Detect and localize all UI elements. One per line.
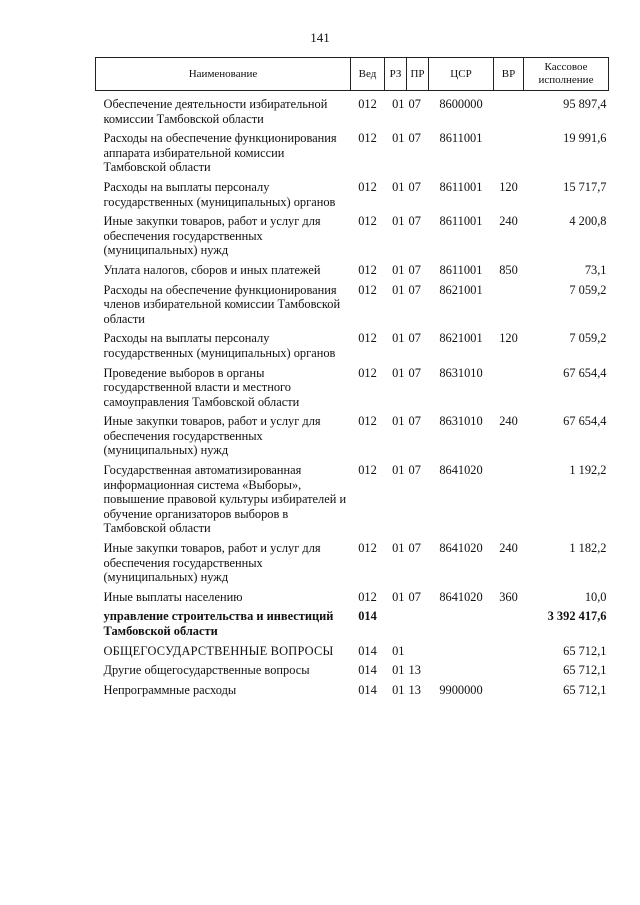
cell-csr — [429, 644, 494, 664]
cell-amount: 65 712,1 — [563, 682, 607, 697]
cell-rz: 01 — [392, 414, 405, 429]
cell-amount: 65 712,1 — [563, 643, 607, 658]
cell-vr: 120 — [499, 331, 518, 346]
cell-amount: 10,0 — [584, 589, 607, 604]
cell-rz: 01 — [392, 97, 405, 111]
cell-rz: 01 — [392, 179, 405, 194]
cell-amount: 1 182,2 — [569, 541, 607, 556]
cell-pr: 13 — [408, 663, 421, 678]
cell-vr: 240 — [499, 214, 518, 229]
cell-vr: 360 — [499, 589, 518, 604]
cell-name: Другие общегосударственные вопросы — [103, 663, 310, 678]
cell-rz: 01 — [392, 541, 405, 556]
cell-csr: 9900000 — [439, 682, 483, 697]
cell-rz: 01 — [392, 682, 405, 697]
cell-csr: 8641020 — [439, 541, 483, 556]
table-body — [96, 91, 609, 703]
cell-ved: 014 — [358, 609, 377, 624]
cell-ved: 012 — [358, 331, 377, 346]
table-row — [96, 541, 609, 590]
cell-ved: 012 — [358, 131, 377, 146]
header-rz: РЗ — [385, 58, 407, 91]
cell-amount: 67 654,4 — [563, 414, 607, 429]
cell-vr: 240 — [499, 541, 518, 556]
cell-name: Государственная автоматизированная информационная система «Выборы», повышение правовой культуры избирателей и обучение организаторов выборов в Тамбовской области — [103, 463, 347, 536]
cell-pr: 07 — [408, 331, 421, 346]
cell-csr: 8641020 — [439, 463, 483, 478]
cell-name: Иные закупки товаров, работ и услуг для обеспечения государственных (муниципальных) нужд — [103, 414, 321, 458]
cell-vr — [494, 91, 524, 132]
cell-csr: 8621001 — [439, 331, 483, 346]
cell-pr — [407, 609, 429, 643]
cell-name: Иные закупки товаров, работ и услуг для обеспечения государственных (муниципальных) нужд — [103, 541, 321, 585]
cell-ved: 012 — [358, 365, 377, 380]
cell-name: Проведение выборов в органы государственной власти и местного самоуправления Тамбовской области — [103, 365, 300, 409]
cell-rz: 01 — [392, 262, 405, 277]
table-row — [96, 331, 609, 365]
cell-amount: 4 200,8 — [569, 214, 607, 229]
cell-amount: 7 059,2 — [569, 331, 607, 346]
header-ved: Вед — [351, 58, 385, 91]
cell-vr — [494, 366, 524, 415]
table-row — [96, 663, 609, 683]
cell-csr: 8611001 — [439, 214, 483, 229]
table-row — [96, 131, 609, 180]
table-row — [96, 91, 609, 132]
table-row — [96, 590, 609, 610]
cell-amount: 19 991,6 — [563, 131, 607, 146]
cell-name: управление строительства и инвестиций Тамбовской области — [103, 609, 334, 638]
cell-amount: 65 712,1 — [563, 663, 607, 678]
cell-vr — [494, 663, 524, 683]
cell-name: Непрограммные расходы — [103, 682, 237, 697]
cell-name: ОБЩЕГОСУДАРСТВЕННЫЕ ВОПРОСЫ — [103, 643, 334, 658]
cell-ved: 012 — [358, 463, 377, 478]
cell-pr: 07 — [408, 541, 421, 556]
cell-csr: 8631010 — [439, 365, 483, 380]
cell-pr: 07 — [408, 179, 421, 194]
cell-rz: 01 — [392, 331, 405, 346]
cell-amount: 15 717,7 — [563, 179, 607, 194]
cell-rz — [385, 609, 407, 643]
table-row — [96, 644, 609, 664]
cell-ved: 012 — [358, 541, 377, 556]
cell-name: Расходы на обеспечение функционирования членов избирательной комиссии Тамбовской области — [103, 282, 341, 326]
table-row — [96, 609, 609, 643]
table-row — [96, 683, 609, 703]
cell-ved: 012 — [358, 214, 377, 229]
header-csr: ЦСР — [429, 58, 494, 91]
header-amount: Кассовое исполнение — [524, 58, 609, 91]
cell-amount: 73,1 — [584, 262, 607, 277]
table-row — [96, 463, 609, 541]
table-header-row — [96, 58, 609, 91]
cell-rz: 01 — [392, 131, 405, 146]
budget-table — [95, 57, 609, 702]
cell-rz: 01 — [392, 643, 405, 658]
cell-rz: 01 — [392, 463, 405, 478]
cell-csr — [429, 609, 494, 643]
cell-ved: 014 — [358, 663, 377, 678]
cell-csr: 8600000 — [439, 97, 483, 111]
cell-vr: 240 — [499, 414, 518, 429]
cell-name: Расходы на выплаты персоналу государственных (муниципальных) органов — [103, 331, 336, 360]
cell-ved: 014 — [358, 682, 377, 697]
header-name: Наименование — [96, 58, 351, 91]
header-pr: ПР — [407, 58, 429, 91]
cell-rz: 01 — [392, 663, 405, 678]
cell-name: Уплата налогов, сборов и иных платежей — [103, 262, 321, 277]
cell-csr: 8611001 — [439, 179, 483, 194]
cell-ved: 014 — [358, 643, 377, 658]
page-number: 141 — [310, 30, 330, 45]
header-vr: ВР — [494, 58, 524, 91]
cell-ved: 012 — [358, 262, 377, 277]
cell-ved: 012 — [358, 97, 377, 111]
cell-csr: 8631010 — [439, 414, 483, 429]
cell-rz: 01 — [392, 365, 405, 380]
cell-vr — [494, 683, 524, 703]
cell-rz: 01 — [392, 214, 405, 229]
cell-ved: 012 — [358, 282, 377, 297]
cell-amount: 1 192,2 — [569, 463, 607, 478]
cell-vr: 120 — [499, 179, 518, 194]
table-row — [96, 414, 609, 463]
cell-pr: 07 — [408, 365, 421, 380]
cell-rz: 01 — [392, 282, 405, 297]
cell-pr: 07 — [408, 97, 421, 111]
cell-csr: 8641020 — [439, 589, 483, 604]
cell-pr: 07 — [408, 262, 421, 277]
cell-rz: 01 — [392, 589, 405, 604]
cell-vr — [494, 644, 524, 664]
cell-amount: 95 897,4 — [563, 97, 607, 111]
cell-amount: 67 654,4 — [563, 365, 607, 380]
cell-vr: 850 — [499, 262, 518, 277]
cell-csr: 8621001 — [439, 282, 483, 297]
cell-pr — [407, 644, 429, 664]
cell-csr: 8611001 — [439, 262, 483, 277]
cell-pr: 07 — [408, 282, 421, 297]
cell-name: Иные закупки товаров, работ и услуг для обеспечения государственных (муниципальных) нужд — [103, 214, 321, 258]
cell-pr: 13 — [408, 682, 421, 697]
cell-vr — [494, 463, 524, 541]
table-row — [96, 366, 609, 415]
cell-ved: 012 — [358, 414, 377, 429]
cell-csr — [429, 663, 494, 683]
table-row — [96, 263, 609, 283]
cell-name: Иные выплаты населению — [103, 589, 243, 604]
cell-pr: 07 — [408, 589, 421, 604]
table-row — [96, 180, 609, 214]
cell-name: Обеспечение деятельности избирательной комиссии Тамбовской области — [103, 97, 328, 126]
cell-amount: 7 059,2 — [569, 282, 607, 297]
cell-vr — [494, 609, 524, 643]
cell-amount: 3 392 417,6 — [547, 609, 607, 624]
cell-pr: 07 — [408, 463, 421, 478]
cell-pr: 07 — [408, 131, 421, 146]
cell-name: Расходы на выплаты персоналу государственных (муниципальных) органов — [103, 179, 336, 209]
table-row — [96, 214, 609, 263]
cell-name: Расходы на обеспечение функционирования аппарата избирательной комиссии Тамбовской области — [103, 131, 337, 175]
cell-pr: 07 — [408, 414, 421, 429]
cell-ved: 012 — [358, 179, 377, 194]
cell-csr: 8611001 — [439, 131, 483, 146]
cell-ved: 012 — [358, 589, 377, 604]
cell-vr — [494, 131, 524, 180]
cell-vr — [494, 283, 524, 332]
cell-pr: 07 — [408, 214, 421, 229]
table-row — [96, 283, 609, 332]
